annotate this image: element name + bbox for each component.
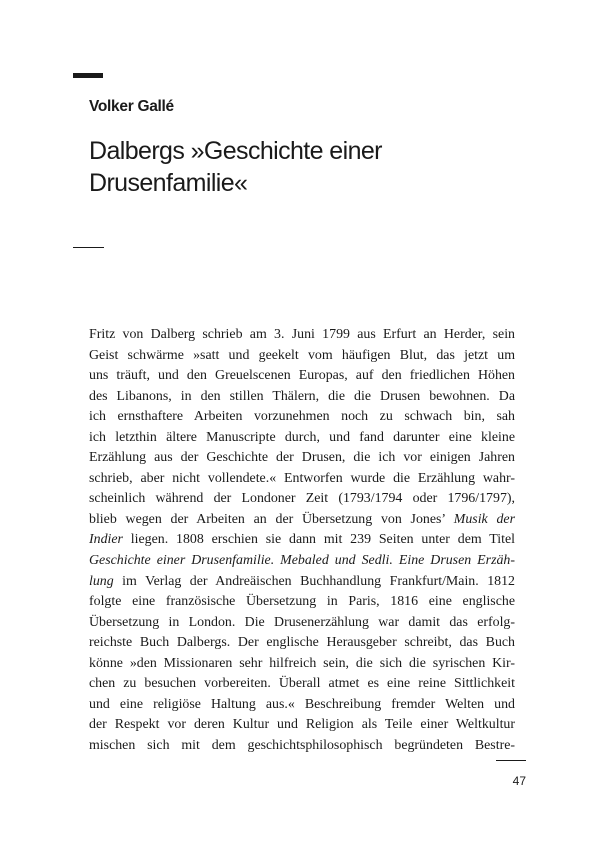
body-text-line [89, 572, 515, 593]
body-text-line [89, 633, 515, 654]
text-run: blieb wegen der Arbeiten an der Übersetzung von Jones’ [89, 511, 454, 527]
text-run: und eine religiöse Haltung aus.« Beschreibung fremder Welten und [89, 696, 515, 712]
body-text-line [89, 448, 515, 469]
text-run: uns träuft, und den Greuelscenen Europas, auf den friedlichen Höhen [89, 368, 515, 384]
text-run: Fritz von Dalberg schrieb am 3. Juni 1799 aus Erfurt an Herder, sein [89, 327, 515, 342]
text-run: chen zu besuchen vorbereiten. Überall atmet es eine reine Sittlichkeit [89, 676, 515, 692]
page-number: 47 [512, 774, 526, 788]
body-text-line [89, 736, 515, 757]
italic-title-text: Geschichte einer Drusenfamilie. Mebaled und Sedli. Eine Drusen Erzäh- [89, 553, 515, 569]
text-run: folgte eine französische Übersetzung in Paris, 1816 eine englische [89, 594, 515, 610]
body-text-line [89, 715, 515, 736]
text-run: liegen. 1808 erschien sie dann mit 239 Seiten unter dem Titel [122, 532, 515, 548]
body-text-line [89, 489, 515, 510]
body-text-line [89, 530, 515, 551]
text-run: Übersetzung in London. Die Drusenerzählung war damit das erfolg- [89, 614, 515, 630]
text-run: Erzählung aus der Geschichte der Drusen, die ich vor einigen Jahren [89, 450, 515, 466]
top-accent-bar [73, 73, 103, 78]
footer-rule [496, 760, 526, 761]
chapter-title-line: Dalbergs »Geschichte einer [89, 137, 382, 165]
body-text-line [89, 469, 515, 490]
body-text-line [89, 695, 515, 716]
text-run: schrieb, aber nicht vollendete.« Entworfen wurde die Erzählung wahr- [89, 470, 515, 486]
author-name: Volker Gallé [89, 98, 174, 115]
chapter-title [89, 135, 519, 199]
body-paragraph [89, 325, 515, 756]
body-text-line [89, 407, 515, 428]
text-run: Geist schwärme »satt und geekelt vom häufigen Blut, das jetzt um [89, 347, 515, 363]
body-text-line [89, 366, 515, 387]
text-run: des Libanons, in den stillen Thälern, die die Drusen bewohnen. Da [89, 388, 515, 404]
text-run: ich letzthin ältere Manuscripte durch, und fand darunter eine kleine [89, 429, 515, 445]
text-run: im Verlag der Andreäischen Buchhandlung Frankfurt/Main. 1812 [113, 573, 515, 589]
italic-title-text: Indier [89, 532, 123, 548]
body-text-line [89, 325, 515, 346]
text-run: könne »den Missionaren sehr hilfreich sein, die sich die syrischen Kir- [89, 655, 515, 671]
body-text-line [89, 346, 515, 367]
body-text-line [89, 510, 515, 531]
body-text-line [89, 613, 515, 634]
text-run: der Respekt vor deren Kultur und Religion als Teile einer Weltkultur [89, 717, 515, 733]
body-text-line [89, 428, 515, 449]
body-text-line [89, 592, 515, 613]
text-run: ich ernsthaftere Arbeiten vorzunehmen noch zu schwach bin, sah [89, 409, 515, 425]
text-run: scheinlich während der Londoner Zeit (1793/1794 oder 1796/1797), [89, 491, 515, 507]
italic-title-text: Musik der [453, 511, 515, 527]
chapter-title-line: Drusenfamilie« [89, 169, 248, 197]
body-text-line [89, 387, 515, 408]
section-divider [73, 247, 104, 248]
body-text-line [89, 674, 515, 695]
body-text-line [89, 551, 515, 572]
text-run: mischen sich mit dem geschichtsphilosophisch begründeten Bestre- [89, 737, 515, 753]
italic-title-text: lung [89, 573, 114, 589]
body-text-line [89, 654, 515, 675]
text-run: reichste Buch Dalbergs. Der englische Herausgeber schreibt, das Buch [89, 635, 515, 651]
